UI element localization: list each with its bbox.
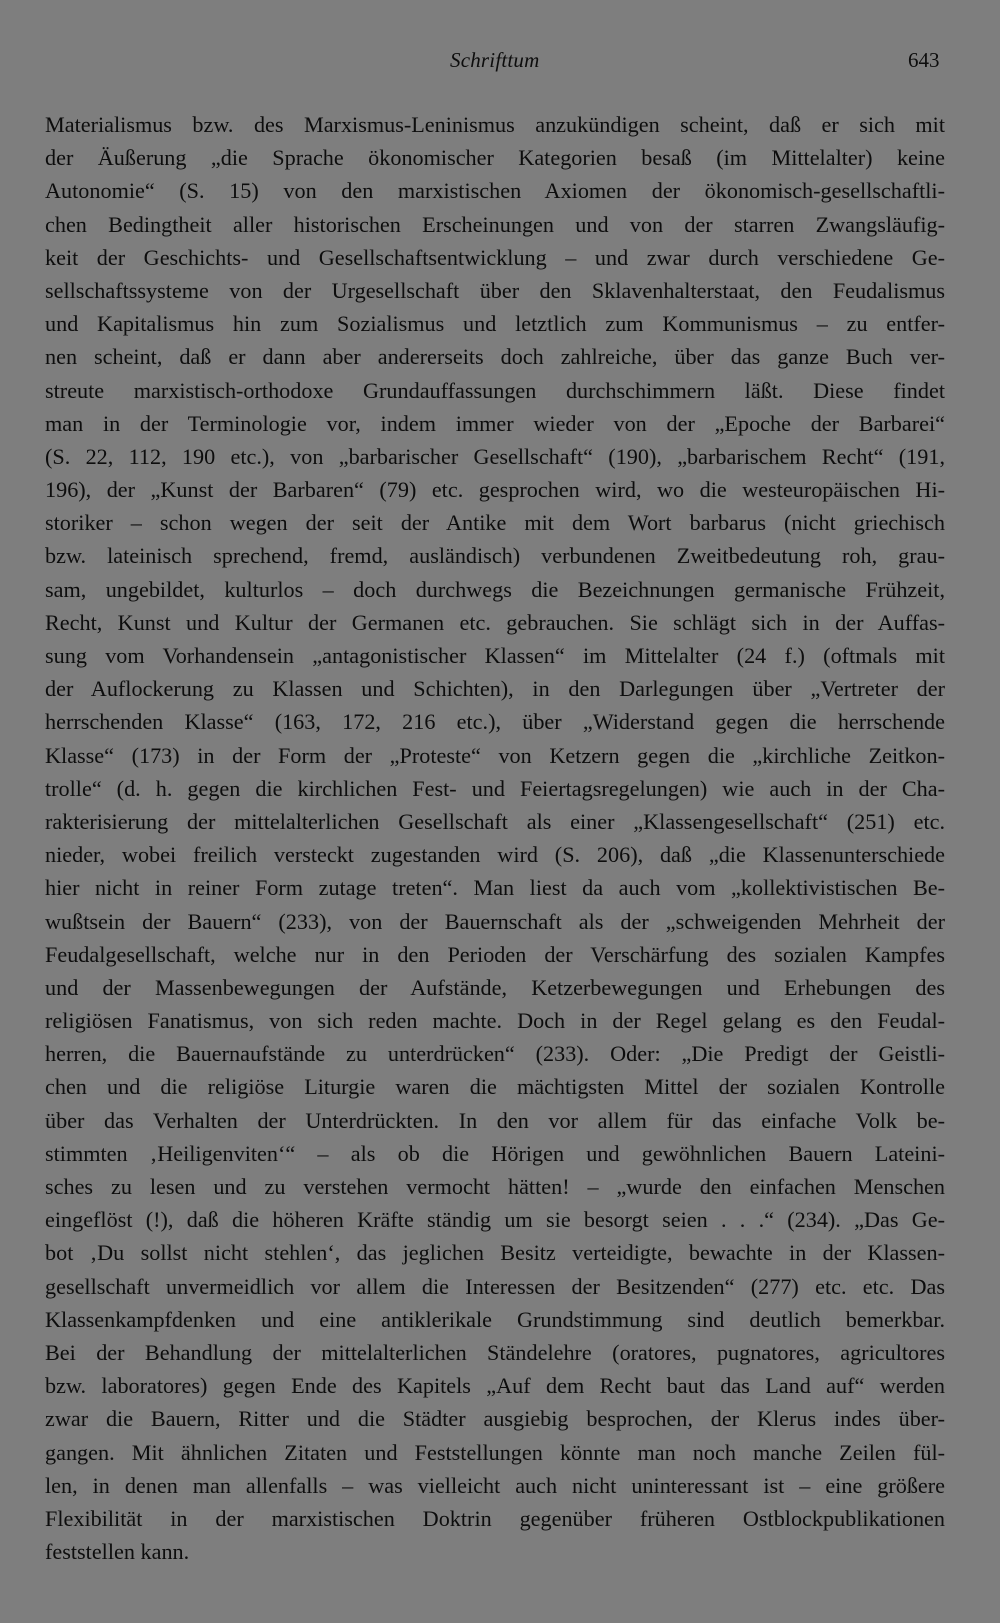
text-line: 196), der „Kunst der Barbaren“ (79) etc. gesprochen wird, wo die westeuropäischen Hi- [45, 477, 945, 503]
text-line: bzw. lateinisch sprechend, fremd, ausländisch) verbundenen Zweitbedeutung roh, grau- [45, 543, 945, 569]
text-line: keit der Geschichts- und Gesellschaftsentwicklung – und zwar durch verschiedene Ge- [45, 244, 945, 270]
running-title: Schrifttum [450, 48, 540, 72]
text-line: eingeflöst (!), daß die höheren Kräfte ständig um sie besorgt seien . . .“ (234). „Das Ge- [45, 1207, 945, 1233]
text-line: (S. 22, 112, 190 etc.), von „barbarischer Gesellschaft“ (190), „barbarischem Recht“ (191, [45, 443, 945, 469]
text-line: bzw. laboratores) gegen Ende des Kapitels „Auf dem Recht baut das Land auf“ werden [45, 1373, 945, 1399]
text-line: stimmten ‚Heiligenviten‘“ – als ob die Hörigen und gewöhnlichen Bauern Lateini- [45, 1140, 945, 1166]
text-line: und der Massenbewegungen der Aufstände, Ketzerbewegungen und Erhebungen des [45, 974, 945, 1000]
text-line: sches zu lesen und zu verstehen vermocht hätten! – „wurde den einfachen Menschen [45, 1174, 945, 1199]
text-line: trolle“ (d. h. gegen die kirchlichen Fest- und Feiertagsregelungen) wie auch in der Cha- [45, 775, 945, 801]
text-line: streute marxistisch-orthodoxe Grundauffassungen durchschimmern läßt. Diese findet [45, 377, 945, 403]
text-line: bot ‚Du sollst nicht stehlen‘, das jeglichen Besitz verteidigte, bewachte in der Klassen- [45, 1240, 945, 1266]
text-line: man in der Terminologie vor, indem immer wieder von der „Epoche der Barbarei“ [45, 410, 945, 436]
text-line: gangen. Mit ähnlichen Zitaten und Feststellungen könnte man noch manche Zeilen fül- [45, 1439, 945, 1465]
text-line: Klasse“ (173) in der Form der „Proteste“ von Ketzern gegen die „kirchliche Zeitkon- [45, 742, 945, 768]
text-line: Flexibilität in der marxistischen Doktrin gegenüber früheren Ostblockpublikationen [45, 1505, 945, 1531]
text-line: sung vom Vorhandensein „antagonistischer Klassen“ im Mittelalter (24 f.) (oftmals mit [45, 643, 945, 668]
text-line: chen und die religiöse Liturgie waren die mächtigsten Mittel der sozialen Kontrolle [45, 1074, 945, 1100]
text-line: zwar die Bauern, Ritter und die Städter ausgiebig besprochen, der Klerus indes über- [45, 1406, 945, 1432]
body-text [45, 108, 945, 1568]
text-line: und Kapitalismus hin zum Sozialismus und letztlich zum Kommunismus – zu entfer- [45, 311, 945, 337]
text-line: feststellen kann. [45, 1539, 190, 1565]
text-line: herrschenden Klasse“ (163, 172, 216 etc.), über „Widerstand gegen die herrschende [45, 709, 945, 735]
text-line: der Äußerung „die Sprache ökonomischer Kategorien besaß (im Mittelalter) keine [45, 145, 945, 171]
text-line: Bei der Behandlung der mittelalterlichen Ständelehre (oratores, pugnatores, agricultores [45, 1339, 945, 1365]
text-line: Feudalgesellschaft, welche nur in den Perioden der Verschärfung des sozialen Kampfes [45, 941, 945, 967]
text-line: Materialismus bzw. des Marxismus-Leninismus anzukündigen scheint, daß er sich mit [45, 112, 945, 137]
text-line: storiker – schon wegen der seit der Antike mit dem Wort barbarus (nicht griechisch [45, 510, 945, 536]
text-line: sam, ungebildet, kulturlos – doch durchwegs die Bezeichnungen germanische Frühzeit, [45, 576, 945, 602]
text-line: herren, die Bauernaufstände zu unterdrücken“ (233). Oder: „Die Predigt der Geistli- [45, 1041, 945, 1067]
text-line: hier nicht in reiner Form zutage treten“. Man liest da auch vom „kollektivistischen Be- [45, 875, 945, 901]
text-line: sellschaftssysteme von der Urgesellschaft über den Sklavenhalterstaat, den Feudalismus [45, 277, 945, 303]
text-line: gesellschaft unvermeidlich vor allem die Interessen der Besitzenden“ (277) etc. etc. Das [45, 1273, 945, 1299]
text-line: der Auflockerung zu Klassen und Schichten), in den Darlegungen über „Vertreter der [45, 676, 945, 702]
text-line: rakterisierung der mittelalterlichen Gesellschaft als einer „Klassengesellschaft“ (251) etc. [45, 808, 945, 834]
text-line: Recht, Kunst und Kultur der Germanen etc. gebrauchen. Sie schlägt sich in der Auffas- [45, 609, 945, 635]
page-number: 643 [908, 48, 940, 72]
text-line: Klassenkampfdenken und eine antiklerikale Grundstimmung sind deutlich bemerkbar. [45, 1306, 945, 1332]
text-line: len, in denen man allenfalls – was vielleicht auch nicht uninteressant ist – eine größere [45, 1472, 945, 1498]
text-line: nen scheint, daß er dann aber andererseits doch zahlreiche, über das ganze Buch ver- [45, 344, 945, 370]
text-line: religiösen Fanatismus, von sich reden machte. Doch in der Regel gelang es den Feudal- [45, 1008, 945, 1034]
text-line: nieder, wobei freilich versteckt zugestanden wird (S. 206), daß „die Klassenunterschiede [45, 842, 945, 868]
text-line: über das Verhalten der Unterdrückten. In den vor allem für das einfache Volk be- [45, 1107, 945, 1133]
text-line: chen Bedingtheit aller historischen Erscheinungen und von der starren Zwangsläufig- [45, 211, 945, 237]
text-line: Autonomie“ (S. 15) von den marxistischen Axiomen der ökonomisch-gesellschaftli- [45, 178, 945, 204]
running-head [0, 48, 1000, 82]
text-line: wußtsein der Bauern“ (233), von der Bauernschaft als der „schweigenden Mehrheit der [45, 908, 945, 934]
